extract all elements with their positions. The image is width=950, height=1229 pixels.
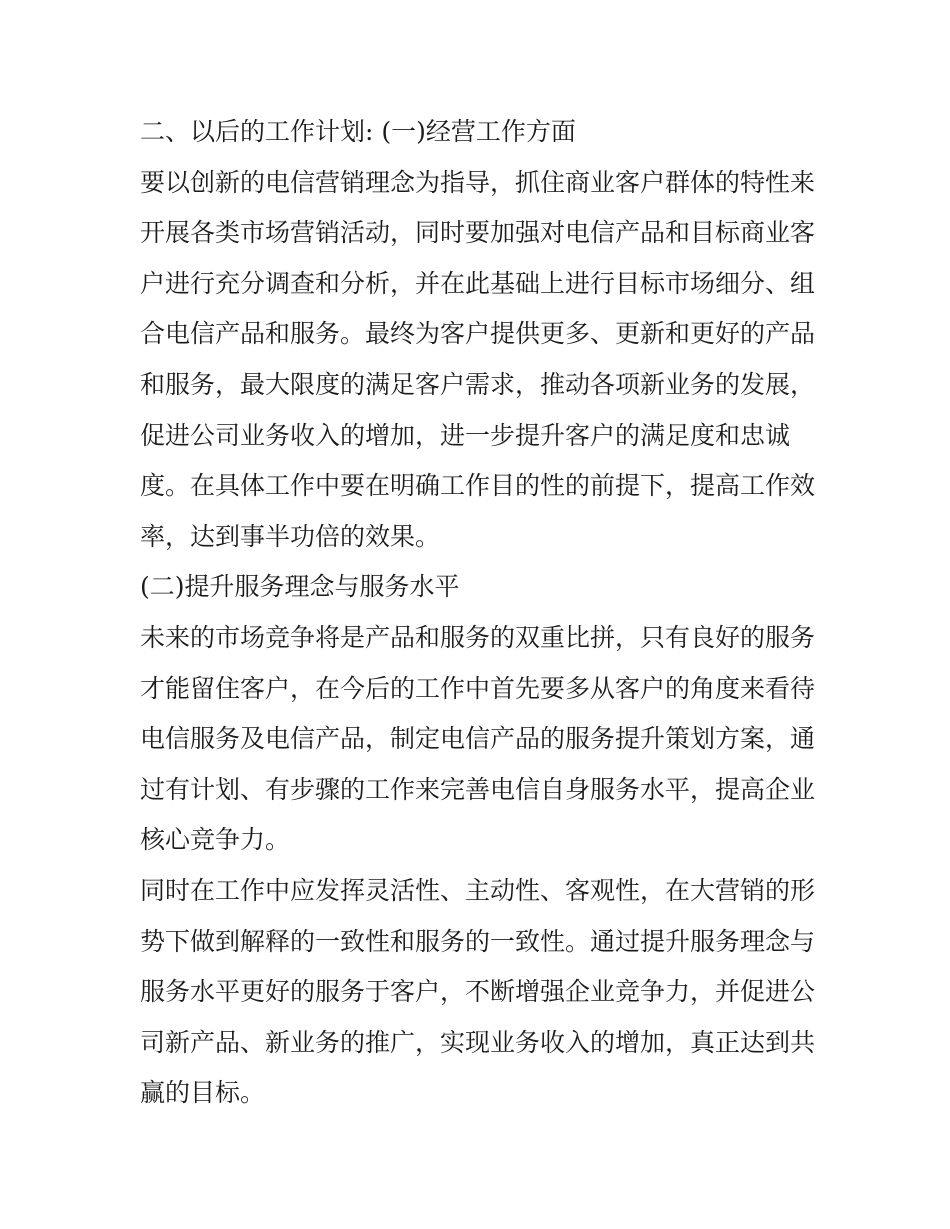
text-line: 核心竞争力。 (140, 825, 291, 855)
text-line: 过有计划、有步骤的工作来完善电信自身服务水平，提高企业 (140, 774, 816, 804)
text-line: 才能留住客户，在今后的工作中首先要多从客户的角度来看待 (140, 673, 816, 703)
text-line: 率，达到事半功倍的效果。 (140, 521, 441, 551)
text-line: 同时在工作中应发挥灵活性、主动性、客观性，在大营销的形 (140, 875, 816, 905)
text-line: 要以创新的电信营销理念为指导，抓住商业客户群体的特性来 (140, 167, 816, 197)
text-line: 势下做到解释的一致性和服务的一致性。通过提升服务理念与 (140, 926, 816, 956)
text-line: 未来的市场竞争将是产品和服务的双重比拼，只有良好的服务 (140, 622, 816, 652)
section-heading-service: (二)提升服务理念与服务水平 (140, 572, 460, 602)
section-heading-future-plan: 二、以后的工作计划: (一)经营工作方面 (140, 117, 576, 146)
text-line: 开展各类市场营销活动，同时要加强对电信产品和目标商业客 (140, 218, 816, 248)
text-line: 合电信产品和服务。最终为客户提供更多、更新和更好的产品 (140, 319, 816, 349)
text-line: 促进公司业务收入的增加，进一步提升客户的满足度和忠诚 (140, 420, 791, 450)
text-line: 司新产品、新业务的推广，实现业务收入的增加，真正达到共 (140, 1027, 816, 1057)
text-line: 度。在具体工作中要在明确工作目的性的前提下，提高工作效 (140, 471, 816, 501)
text-line: 服务水平更好的服务于客户，不断增强企业竞争力，并促进公 (140, 977, 816, 1007)
text-line: 户进行充分调查和分析，并在此基础上进行目标市场细分、组 (140, 268, 816, 298)
body-text (140, 107, 820, 1119)
text-line: 和服务，最大限度的满足客户需求，推动各项新业务的发展， (140, 369, 816, 399)
text-line: 电信服务及电信产品，制定电信产品的服务提升策划方案，通 (140, 724, 816, 754)
text-line: 赢的目标。 (140, 1078, 266, 1108)
